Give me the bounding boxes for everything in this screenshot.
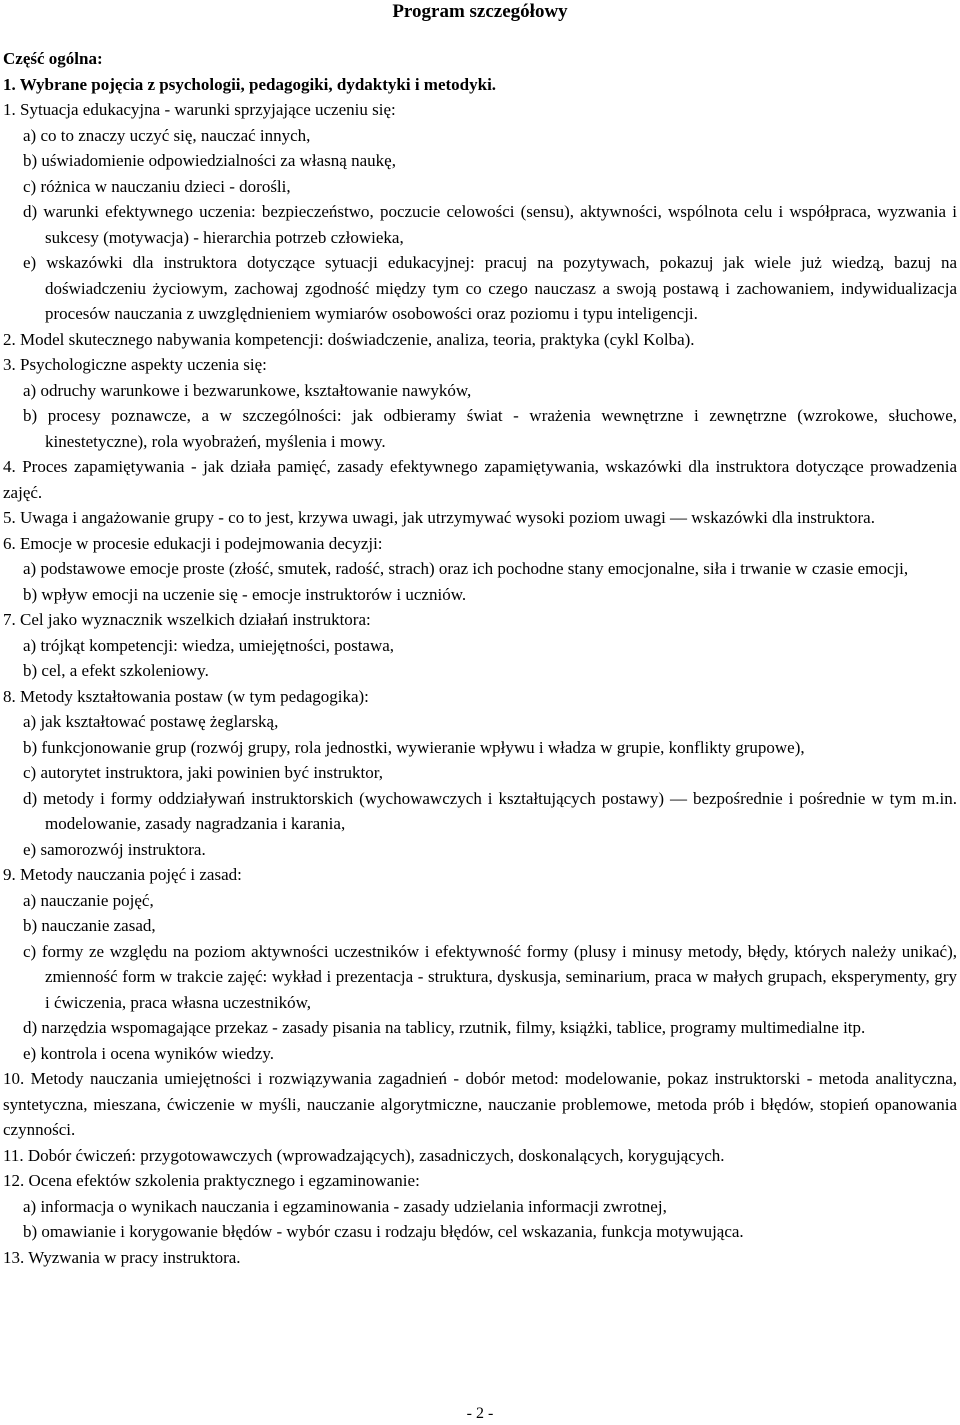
- sub-list-item: a) informacja o wynikach nauczania i egzaminowania - zasady udzielania informacji zwrotnej,: [23, 1196, 667, 1216]
- sub-list-item: a) nauczanie pojęć,: [23, 890, 154, 910]
- sub-list-item: a) jak kształtować postawę żeglarską,: [23, 712, 279, 731]
- list-item: 8. Metody kształtowania postaw (w tym pedagogika):: [3, 686, 369, 706]
- list-item: 11. Dobór ćwiczeń: przygotowawczych (wprowadzających), zasadniczych, doskonalących, korygujących.: [3, 1145, 725, 1165]
- sub-list-item: a) podstawowe emocje proste (złość, smutek, radość, strach) oraz ich pochodne stany emocjonalne, siła i trwanie w czasie emocji,: [23, 559, 909, 578]
- sub-list-item: a) odruchy warunkowe i bezwarunkowe, kształtowanie nawyków,: [23, 380, 472, 400]
- list-item: 5. Uwaga i angażowanie grupy - co to jest, krzywa uwagi, jak utrzymywać wysoki poziom uwagi — wskazówki dla instruktora.: [3, 508, 875, 527]
- sub-list-item: d) metody i formy oddziaływań instruktorskich (wychowawczych i kształtujących postawy) — bezpośrednie i pośrednie w tym m.in. modelowanie, zasady nagradzania i karania,: [23, 788, 957, 833]
- program-list: [3, 97, 957, 1270]
- sub-list-item: b) procesy poznawcze, a w szczególności: jak odbieramy świat - wrażenia wewnętrzne i zewnętrzne (wzrokowe, słuchowe, kinestetyczne), rola wyobrażeń, myślenia i mowy.: [23, 406, 957, 451]
- list-item: 7. Cel jako wyznacznik wszelkich działań instruktora:: [3, 610, 371, 629]
- list-item: 12. Ocena efektów szkolenia praktycznego i egzaminowanie:: [3, 1171, 420, 1190]
- list-item: 3. Psychologiczne aspekty uczenia się:: [3, 355, 267, 374]
- sub-list-item: b) omawianie i korygowanie błędów - wybór czasu i rodzaju błędów, cel wskazania, funkcja motywująca.: [23, 1222, 744, 1241]
- sub-list-item: e) wskazówki dla instruktora dotyczące sytuacji edukacyjnej: pracuj na pozytywach, pokazuj jak wiele już wiedzą, bazuj na doświadczeniu życiowym, zachowaj zgodność między tym co czego nauczasz a swoją postawą i zachowaniem, indywidualizacja procesów nauczania z uwzględnieniem wymiarów osobowości oraz poziomu i typu inteligencji.: [23, 253, 957, 323]
- sub-list-item: d) warunki efektywnego uczenia: bezpieczeństwo, poczucie celowości (sensu), aktywności, wspólnota celu i współpraca, wyzwania i sukcesy (motywacja) - hierarchia potrzeb człowieka,: [23, 202, 957, 247]
- document-body: [3, 46, 957, 1270]
- list-item: 2. Model skutecznego nabywania kompetencji: doświadczenie, analiza, teoria, praktyka (cykl Kolba).: [3, 329, 695, 349]
- sub-list-item: a) co to znaczy uczyć się, nauczać innych,: [23, 125, 311, 145]
- list-item: 13. Wyzwania w pracy instruktora.: [3, 1247, 241, 1267]
- sub-list-item: a) trójkąt kompetencji: wiedza, umiejętności, postawa,: [23, 635, 395, 655]
- sub-list-item: b) wpływ emocji na uczenie się - emocje instruktorów i uczniów.: [23, 584, 467, 604]
- part-heading: Część ogólna:: [3, 49, 103, 68]
- sub-list-item: d) narzędzia wspomagające przekaz - zasady pisania na tablicy, rzutnik, filmy, książki, tablice, programy multimedialne itp.: [23, 1018, 866, 1037]
- list-item: 6. Emocje w procesie edukacji i podejmowania decyzji:: [3, 533, 383, 553]
- sub-list-item: c) różnica w nauczaniu dzieci - dorośli,: [23, 176, 291, 196]
- sub-list-item: b) uświadomienie odpowiedzialności za własną naukę,: [23, 151, 396, 170]
- sub-list-item: b) nauczanie zasad,: [23, 916, 156, 935]
- sub-list-item: e) kontrola i ocena wyników wiedzy.: [23, 1043, 274, 1063]
- list-item: 1. Sytuacja edukacyjna - warunki sprzyjające uczeniu się:: [3, 100, 396, 119]
- section-heading: 1. Wybrane pojęcia z psychologii, pedagogiki, dydaktyki i metodyki.: [3, 74, 497, 94]
- list-item: 9. Metody nauczania pojęć i zasad:: [3, 865, 242, 884]
- list-item: 10. Metody nauczania umiejętności i rozwiązywania zagadnień - dobór metod: modelowanie, pokaz instruktorski - metoda analityczna, syntetyczna, mieszana, ćwiczenie w myśli, nauczanie algorytmiczne, nauczanie problemowe, metoda prób i błędów, stopień opanowania czynności.: [3, 1069, 957, 1139]
- sub-list-item: c) formy ze względu na poziom aktywności uczestników i efektywność formy (plusy i minusy metody, błędy, których należy unikać), zmienność form w trakcie zajęć: wykład i prezentacja - struktura, dyskusja, seminarium, praca w małych grupach, eksperymenty, gry i ćwiczenia, praca własna uczestników,: [23, 941, 957, 1012]
- list-item: 4. Proces zapamiętywania - jak działa pamięć, zasady efektywnego zapamiętywania, wskazówki dla instruktora dotyczące prowadzenia zajęć.: [3, 457, 957, 502]
- page-number: - 2 -: [466, 1405, 494, 1422]
- sub-list-item: b) cel, a efekt szkoleniowy.: [23, 661, 209, 680]
- sub-list-item: b) funkcjonowanie grup (rozwój grupy, rola jednostki, wywieranie wpływu i władza w grupie, konflikty grupowe),: [23, 737, 805, 757]
- sub-list-item: e) samorozwój instruktora.: [23, 839, 206, 859]
- page-title: Program szczegółowy: [392, 1, 568, 22]
- sub-list-item: c) autorytet instruktora, jaki powinien być instruktor,: [23, 763, 384, 782]
